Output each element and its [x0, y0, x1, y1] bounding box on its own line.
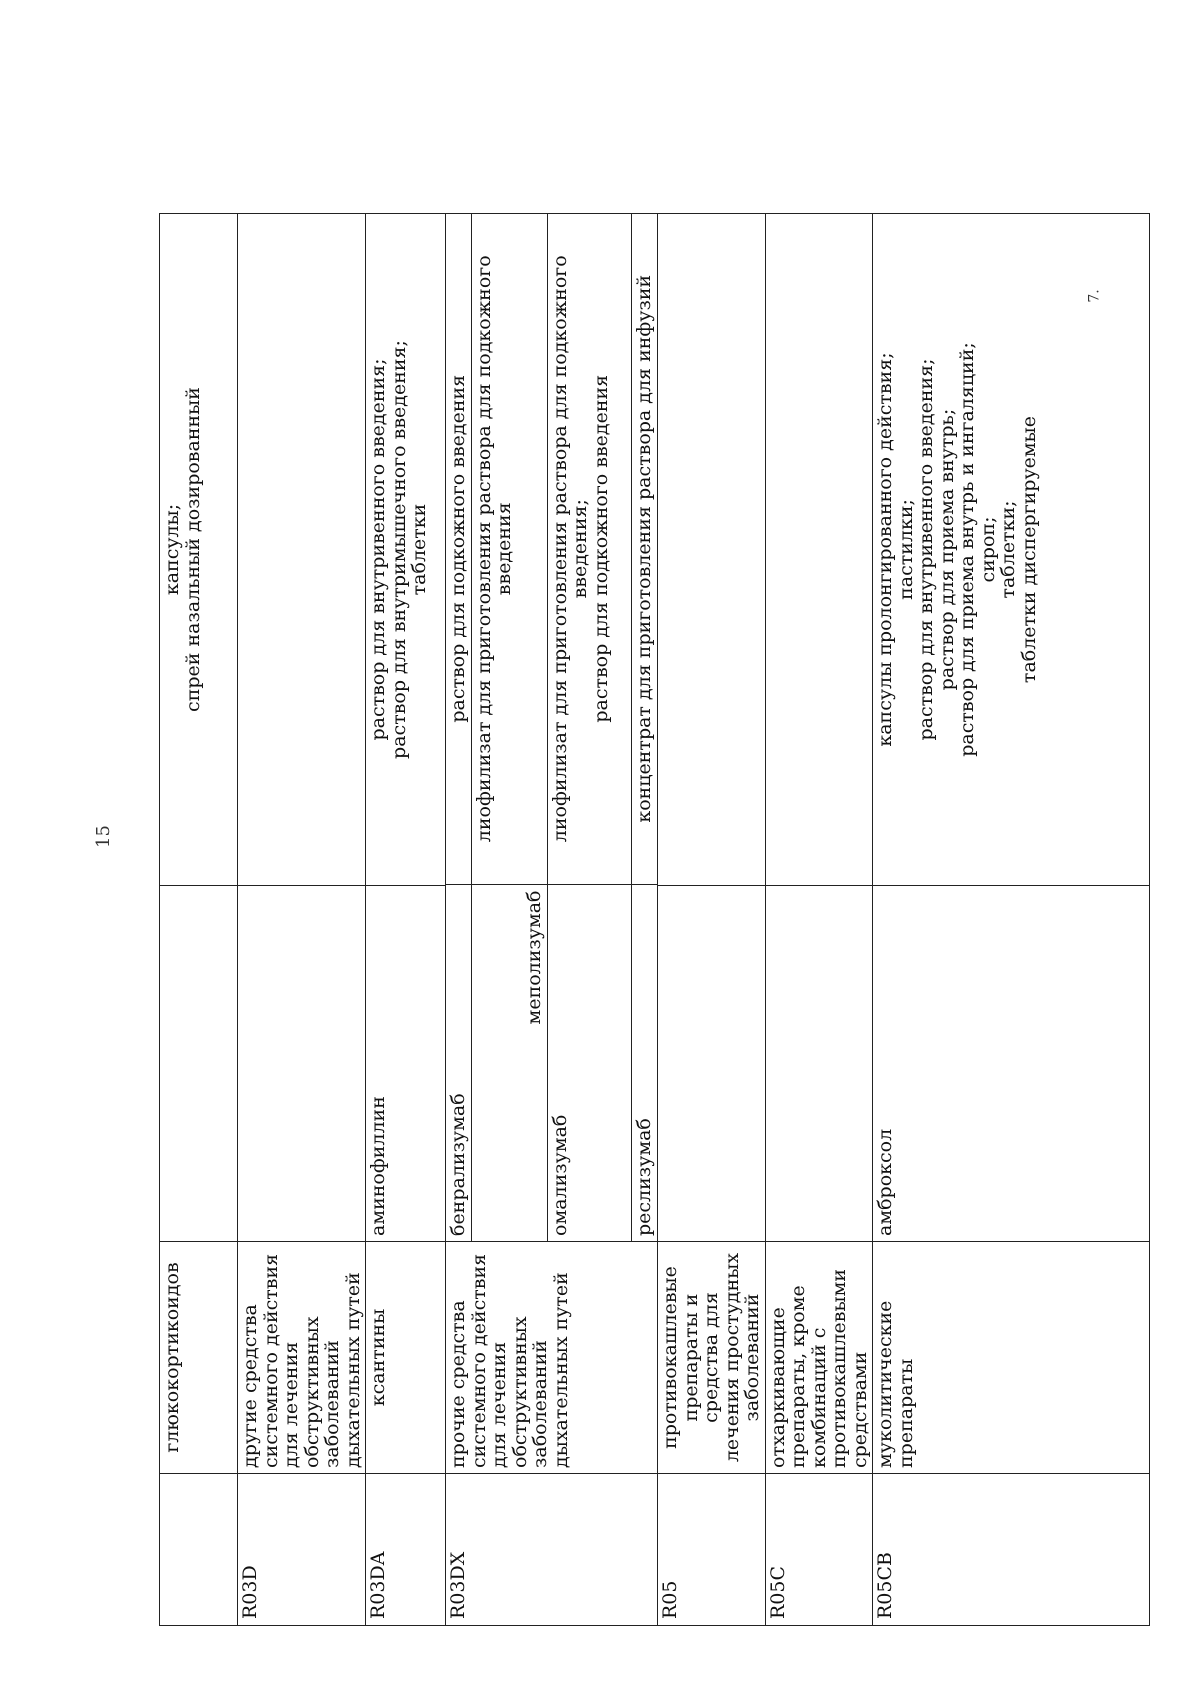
atc-code-cell: R03DX	[446, 1474, 658, 1626]
atc-group-cell: прочие средства системного действия для лечения обструктивных заболеваний дыхательных путей	[446, 1242, 658, 1474]
dosage-forms-cell	[366, 214, 446, 886]
dosage-forms-cell	[446, 213, 471, 885]
dosage-forms-cell	[238, 214, 366, 886]
drug-subtable	[446, 213, 657, 1241]
dosage-forms-cell	[547, 213, 631, 885]
table-row	[873, 214, 1150, 1626]
page-number-mark: 15	[92, 825, 114, 848]
drug-name-cell	[765, 886, 873, 1242]
drug-table	[159, 213, 1150, 1626]
dosage-form: таблетки	[408, 503, 431, 596]
table-row	[765, 214, 873, 1626]
atc-code-cell	[160, 1474, 238, 1626]
atc-code-cell: R05	[658, 1474, 766, 1626]
dosage-form: таблетки;	[997, 500, 1020, 599]
drug-name-cell: аминофиллин	[366, 886, 446, 1242]
dosage-form: капсулы;	[161, 503, 183, 596]
dosage-forms-cell	[160, 214, 238, 886]
dosage-forms-cell	[631, 213, 657, 885]
dosage-form: капсулы пролонгированного действия;	[874, 352, 897, 747]
atc-group-cell: отхаркивающие препараты, кроме комбинаций с противокашлевыми средствами	[765, 1242, 873, 1474]
drug-name-cell: бенрализумаб	[446, 885, 471, 1241]
dosage-form: раствор для внутривенного введения;	[915, 358, 938, 741]
table-row	[446, 214, 658, 1626]
atc-group-cell: другие средства системного действия для лечения обструктивных заболеваний дыхательных путей	[238, 1242, 366, 1474]
atc-group-cell: противокашлевые препараты и средства для лечения простудных заболеваний	[658, 1242, 766, 1474]
dosage-form: раствор для подкожного введения	[447, 374, 470, 723]
drug-name-cell	[238, 886, 366, 1242]
dosage-form: концентрат для приготовления раствора для инфузий	[632, 274, 655, 823]
drug-subtable-cell	[446, 214, 658, 1242]
table-row	[547, 213, 631, 1241]
dosage-form: раствор для подкожного введения	[589, 374, 612, 723]
atc-group-cell: глюкокортикоидов	[160, 1242, 238, 1474]
table-row	[446, 213, 471, 1241]
atc-code-cell: R03D	[238, 1474, 366, 1626]
drug-name-cell	[160, 886, 238, 1242]
dosage-form: сироп;	[976, 516, 999, 583]
atc-code-cell: R03DA	[366, 1474, 446, 1626]
drug-name-cell: амброксол	[873, 886, 1150, 1242]
dosage-forms-cell	[471, 213, 547, 885]
dosage-forms-cell	[873, 214, 1150, 886]
drug-name-cell	[658, 886, 766, 1242]
drug-list-sheet	[159, 214, 1114, 1626]
dosage-form: лиофилизат для приготовления раствора для подкожного введения;	[548, 255, 592, 843]
atc-group-cell: муколитические препараты	[873, 1242, 1150, 1474]
table-row	[160, 214, 238, 1626]
table-row	[366, 214, 446, 1626]
atc-code-cell: R05CB	[873, 1474, 1150, 1626]
atc-code-cell: R05C	[765, 1474, 873, 1626]
dosage-form: спрей назальный дозированный	[181, 387, 204, 712]
atc-group-cell: ксантины	[366, 1242, 446, 1474]
dosage-forms-cell	[658, 214, 766, 886]
table-row	[238, 214, 366, 1626]
table-row	[471, 213, 547, 1241]
dosage-forms-cell	[765, 214, 873, 886]
drug-name-cell: меполизумаб	[471, 885, 547, 1241]
page-corner-mark: 7.	[1086, 289, 1103, 303]
drug-name-cell: реслизумаб	[631, 885, 657, 1241]
drug-name-cell: омализумаб	[547, 885, 631, 1241]
dosage-form: раствор для приема внутрь;	[935, 408, 958, 691]
dosage-form: лиофилизат для приготовления раствора для подкожного введения	[472, 255, 516, 843]
dosage-form: раствор для приема внутрь и ингаляций;	[956, 342, 979, 757]
dosage-form: таблетки диспергируемые	[1017, 415, 1040, 684]
dosage-form: раствор для внутривенного введения;	[367, 358, 390, 741]
dosage-form: раствор для внутримышечного введения;	[387, 340, 410, 759]
table-row	[658, 214, 766, 1626]
dosage-form: пастилки;	[894, 499, 917, 600]
table-row	[631, 213, 657, 1241]
